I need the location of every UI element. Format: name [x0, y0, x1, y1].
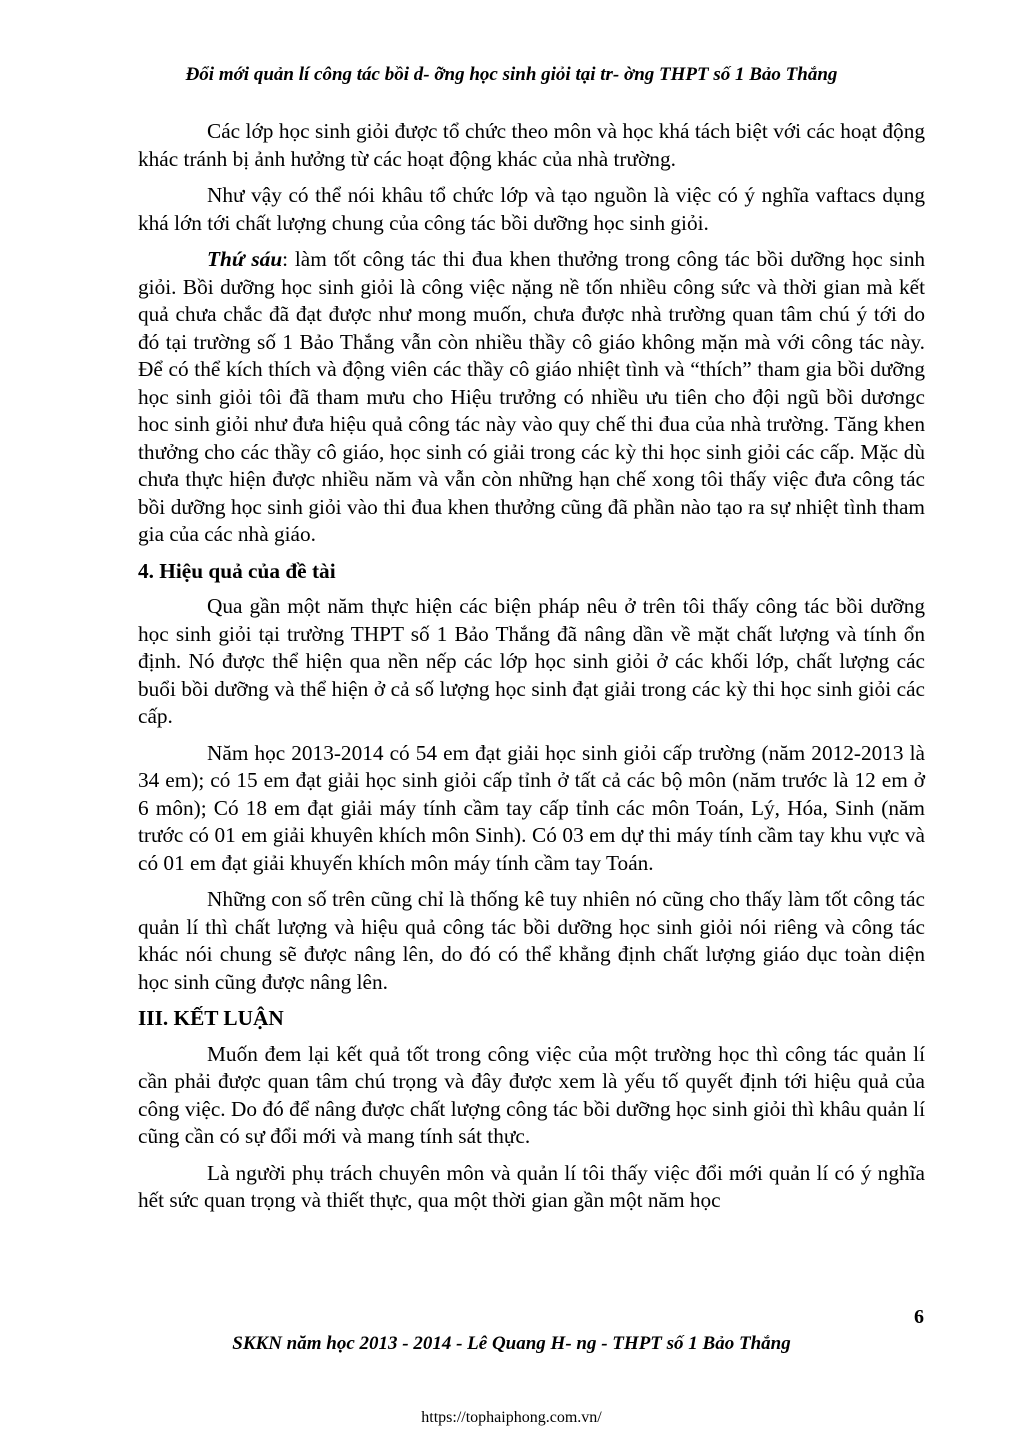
- source-url[interactable]: https://tophaiphong.com.vn/: [421, 1409, 602, 1426]
- paragraph: Muốn đem lại kết quả tốt trong công việc của một trường học thì công tác quản lí cần phải được quan tâm chú trọng và đây được xem là yếu tố quyết định tới hiệu quả của công việc. Do đó để nâng được chất lượng công tác bồi dưỡng học sinh giỏi thì khâu quản lí cũng cần có sự đổi mới và mang tính sát thực.: [138, 1041, 925, 1148]
- running-header: Đổi mới quản lí công tác bồi d- ỡng học sinh giỏi tại tr- ờng THPT số 1 Bảo Thắng: [185, 64, 838, 85]
- paragraph: Các lớp học sinh giỏi được tổ chức theo môn và học khá tách biệt với các hoạt động khác tránh bị ảnh hưởng từ các hoạt động khác của nhà trường.: [138, 119, 925, 171]
- paragraph-lead: Thứ sáu: [207, 247, 283, 271]
- running-footer: SKKN năm học 2013 - 2014 - Lê Quang H- ng - THPT số 1 Bảo Thắng: [232, 1333, 791, 1354]
- paragraph-thu-sau: [138, 246, 925, 549]
- paragraph: Năm học 2013-2014 có 54 em đạt giải học sinh giỏi cấp trường (năm 2012-2013 là 34 em); có 15 em đạt giải học sinh giỏi cấp tỉnh ở tất cả các bộ môn (năm trước là 12 em ở 6 môn); Có 18 em đạt giải máy tính cầm tay cấp tỉnh các môn Toán, Lý, Hóa, Sinh (năm trước có 01 em giải khuyên khích môn Sinh). Có 03 em dự thi máy tính cầm tay khu vực và có 01 em đạt giải khuyến khích môn máy tính cầm tay Toán.: [138, 740, 925, 875]
- paragraph: Như vậy có thể nói khâu tổ chức lớp và tạo nguồn là việc có ý nghĩa vaftacs dụng khá lớn tới chất lượng chung của công tác bồi dưỡng học sinh giỏi.: [138, 183, 925, 235]
- section-heading-4: 4. Hiệu quả của đề tài: [138, 558, 336, 583]
- section-heading-iii: III. KẾT LUẬN: [138, 1006, 284, 1030]
- page-number: 6: [914, 1306, 924, 1328]
- paragraph: Những con số trên cũng chỉ là thống kê tuy nhiên nó cũng cho thấy làm tốt công tác quản lí thì chất lượng và hiệu quả công tác bồi dưỡng học sinh giỏi nói riêng và công tác khác nói chung sẽ được nâng lên, do đó có thể khẳng định chất lượng giáo dục toàn diện học sinh cũng được nâng lên.: [138, 887, 925, 994]
- paragraph-text: : làm tốt công tác thi đua khen thưởng trong công tác bồi dưỡng học sinh giỏi. Bồi dưỡng học sinh giỏi là công việc nặng nề tốn nhiều công sức và thời gian mà kết quả chưa chắc đã đạt được như mong muốn, chưa được nhà trường quan tâm chú ý tới do đó tại trường số 1 Bảo Thắng vẫn còn nhiều thầy cô giáo không mặn mà với công tác này. Để có thể kích thích và động viên các thầy cô giáo nhiệt tình và “thích” tham gia bồi dưỡng học sinh giỏi tôi đã tham mưu cho Hiệu trưởng có nhiều ưu tiên cho đội ngũ bồi dươngc hoc sinh giỏi như đưa hiệu quả công tác này vào quy chế thi đua của nhà trường. Tăng khen thưởng cho các thầy cô giáo, học sinh có giải trong các kỳ thi học sinh giỏi các cấp. Mặc dù chưa thực hiện được nhiều năm và vẫn còn những hạn chế xong tôi thấy việc đưa công tác bồi dưỡng học sinh giỏi vào thi đua khen thưởng cũng đã phần nào tạo ra sự nhiệt tình tham gia của các nhà giáo.: [138, 247, 925, 546]
- paragraph: Qua gần một năm thực hiện các biện pháp nêu ở trên tôi thấy công tác bồi dưỡng học sinh giỏi tại trường THPT số 1 Bảo Thắng đã nâng dần về mặt chất lượng và tính ổn định. Nó được thể hiện qua nền nếp các lớp học sinh giỏi ở các khối lớp, chất lượng các buổi bồi dưỡng và thể hiện ở cả số lượng học sinh đạt giải trong các kỳ thi học sinh giỏi các cấp.: [138, 594, 925, 728]
- paragraph: Là người phụ trách chuyên môn và quản lí tôi thấy việc đổi mới quản lí có ý nghĩa hết sức quan trọng và thiết thực, qua một thời gian gần một năm học: [138, 1160, 925, 1212]
- document-body: [138, 118, 925, 1224]
